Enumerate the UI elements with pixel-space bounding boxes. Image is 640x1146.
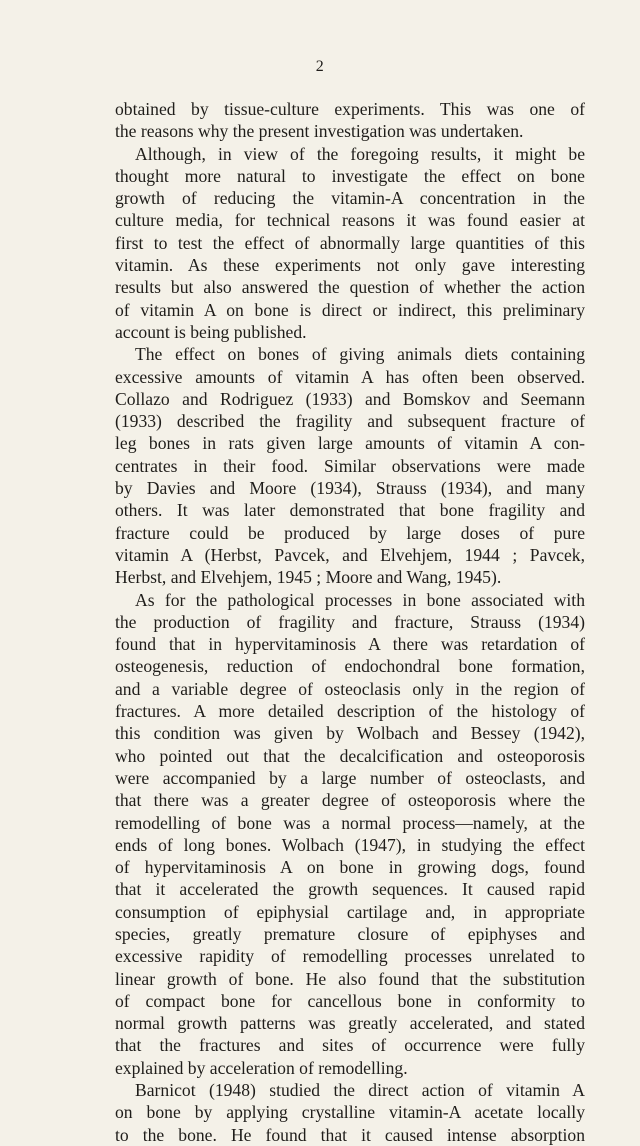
text-line: osteogenesis, reduction of endochondral bone formation, <box>115 656 585 677</box>
text-line: vitamin. As these experiments not only gave interesting <box>115 255 585 276</box>
paragraph <box>115 343 585 588</box>
text-line: As for the pathological processes in bone associated with <box>135 589 585 610</box>
text-line: that the fractures and sites of occurrence were fully <box>115 1035 585 1056</box>
text-line: excessive amounts of vitamin A has often been observed. <box>115 366 585 387</box>
text-line: of hypervitaminosis A on bone in growing dogs, found <box>115 857 585 878</box>
text-line: Collazo and Rodriguez (1933) and Bomskov and Seemann <box>115 388 585 409</box>
paragraph <box>115 589 585 1080</box>
text-line: culture media, for technical reasons it was found easier at <box>115 210 585 231</box>
text-line: leg bones in rats given large amounts of vitamin A con- <box>115 433 585 454</box>
text-line: consumption of epiphysial cartilage and, in appropriate <box>115 901 585 922</box>
text-line: Although, in view of the foregoing results, it might be <box>135 143 585 164</box>
text-line: that there was a greater degree of osteoporosis where the <box>115 790 585 811</box>
text-line: growth of reducing the vitamin-A concentration in the <box>115 188 585 209</box>
text-line: fracture could be produced by large doses of pure <box>115 522 585 543</box>
text-line: others. It was later demonstrated that bone fragility and <box>115 500 585 521</box>
text-line: account is being published. <box>115 321 307 342</box>
text-line: centrates in their food. Similar observations were made <box>115 455 585 476</box>
text-line: (1933) described the fragility and subsequent fracture of <box>115 411 585 432</box>
text-line: linear growth of bone. He also found that the substitution <box>115 968 585 989</box>
text-line: the reasons why the present investigation was undertaken. <box>115 121 524 142</box>
text-line: who pointed out that the decalcification and osteoporosis <box>115 745 585 766</box>
text-line: and a variable degree of osteoclasis only in the region of <box>115 678 585 699</box>
text-line: were accompanied by a large number of osteoclasts, and <box>115 767 585 788</box>
text-line: on bone by applying crystalline vitamin-A acetate locally <box>115 1102 585 1123</box>
text-line: results but also answered the question of whether the action <box>115 277 585 298</box>
text-line: the production of fragility and fracture, Strauss (1934) <box>115 611 585 632</box>
text-line: found that in hypervitaminosis A there was retardation of <box>115 634 585 655</box>
text-line: Barnicot (1948) studied the direct action of vitamin A <box>135 1080 585 1101</box>
body-text <box>115 98 585 1146</box>
text-line: this condition was given by Wolbach and Bessey (1942), <box>115 723 585 744</box>
text-line: Herbst, and Elvehjem, 1945 ; Moore and Wang, 1945). <box>115 567 502 588</box>
text-line: that it accelerated the growth sequences. It caused rapid <box>115 879 585 900</box>
text-line: obtained by tissue-culture experiments. This was one of <box>115 99 585 119</box>
text-line: The effect on bones of giving animals diets containing <box>135 344 585 365</box>
text-line: first to test the effect of abnormally large quantities of this <box>115 232 585 253</box>
paragraph <box>115 98 585 143</box>
text-line: explained by acceleration of remodelling. <box>115 1057 408 1078</box>
text-line: by Davies and Moore (1934), Strauss (1934), and many <box>115 478 585 499</box>
paragraph <box>115 1079 585 1146</box>
text-line: of compact bone for cancellous bone in conformity to <box>115 990 585 1011</box>
text-line: remodelling of bone was a normal process—namely, at the <box>115 812 585 833</box>
text-line: vitamin A (Herbst, Pavcek, and Elvehjem, 1944 ; Pavcek, <box>115 544 585 565</box>
text-line: fractures. A more detailed description of the histology of <box>115 701 585 722</box>
text-line: of vitamin A on bone is direct or indirect, this preliminary <box>115 299 585 320</box>
text-line: ends of long bones. Wolbach (1947), in studying the effect <box>115 834 585 855</box>
text-line: thought more natural to investigate the effect on bone <box>115 165 585 186</box>
text-line: excessive rapidity of remodelling processes unrelated to <box>115 946 585 967</box>
page-number: 2 <box>315 58 325 75</box>
text-line: species, greatly premature closure of epiphyses and <box>115 923 585 944</box>
text-line: normal growth patterns was greatly accelerated, and stated <box>115 1013 585 1034</box>
paragraph <box>115 143 585 344</box>
text-line: to the bone. He found that it caused intense absorption <box>115 1124 585 1145</box>
